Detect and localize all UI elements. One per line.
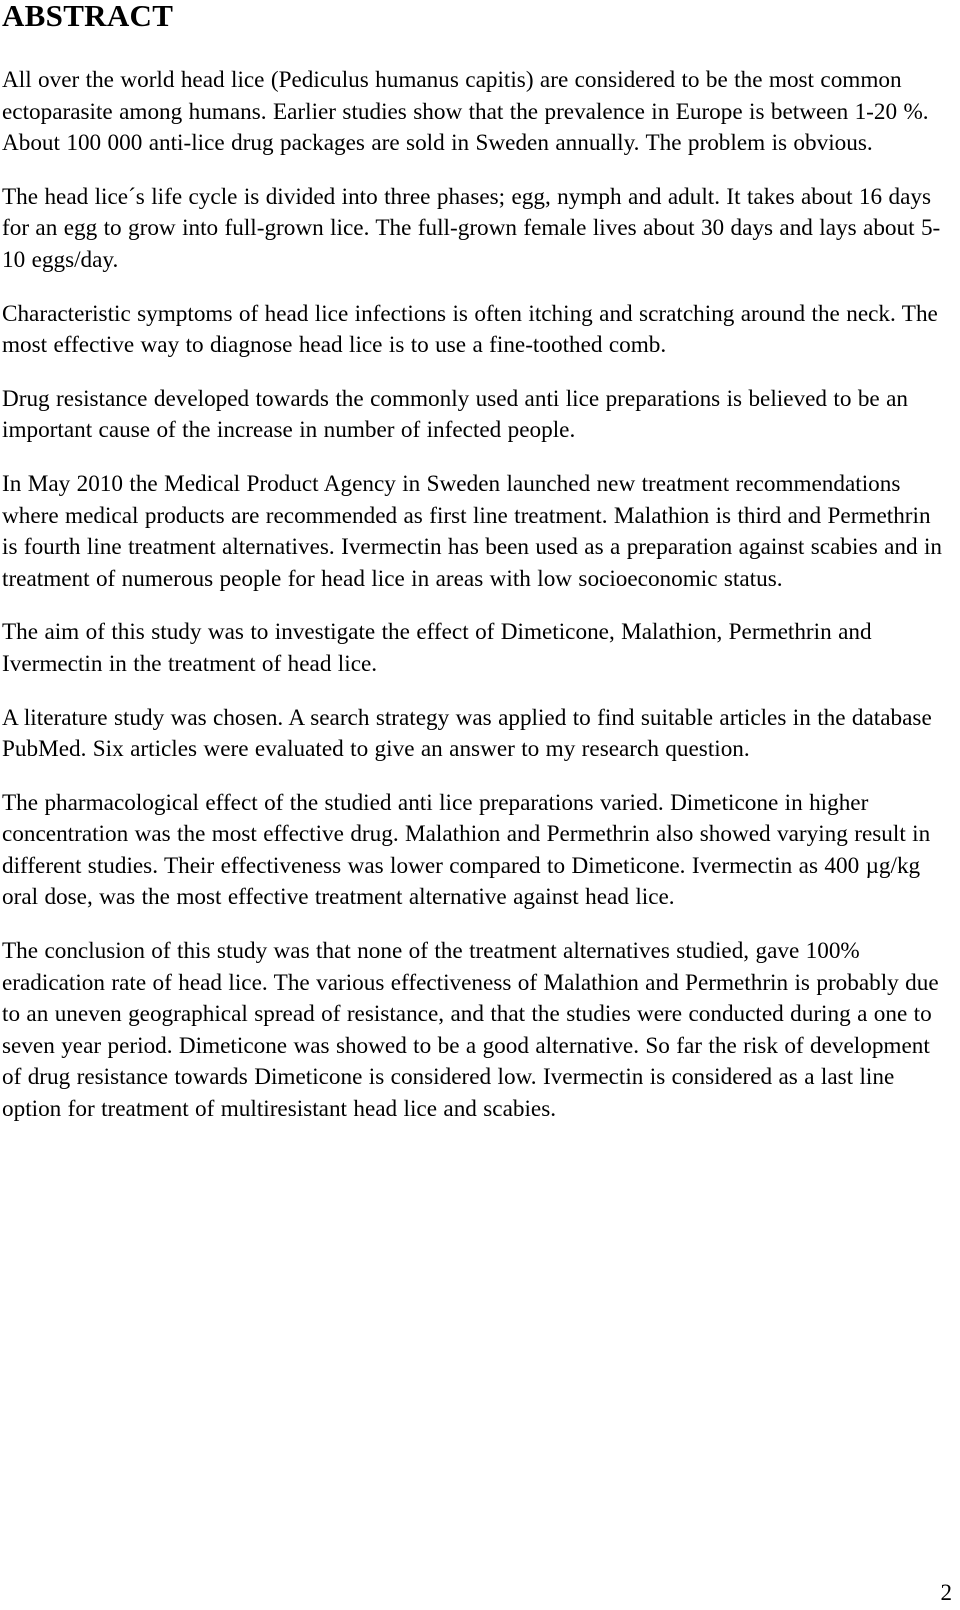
paragraph-drug-resistance: Drug resistance developed towards the commonly used anti lice preparations is believed to be an important cause of the increase in number of infected people. — [2, 385, 908, 444]
abstract-body — [2, 65, 952, 1148]
paragraph-aim: The aim of this study was to investigate the effect of Dimeticone, Malathion, Permethrin and Ivermectin in the treatment of head lice. — [2, 619, 872, 677]
page-number: 2 — [940, 1580, 952, 1605]
paragraph-prevalence: All over the world head lice (Pediculus humanus capitis) are considered to be the most common ectoparasite among humans. Earlier studies show that the prevalence in Europe is between 1-20 %. About 100 000 anti-lice drug packages are sold in Sweden annually. The problem is obvious. — [2, 67, 929, 157]
paragraph-recommendations: In May 2010 the Medical Product Agency in Sweden launched new treatment recommendations where medical products are recommended as first line treatment. Malathion is third and Permethrin is fourth line treatment alternatives. Ivermectin has been used as a preparation against scabies and in treatment of numerous people for head lice in areas with low socioeconomic status. — [2, 470, 943, 592]
page-title: ABSTRACT — [2, 0, 174, 33]
paragraph-method: A literature study was chosen. A search strategy was applied to find suitable articles in the database PubMed. Six articles were evaluated to give an answer to my research question. — [2, 704, 932, 763]
paragraph-symptoms: Characteristic symptoms of head lice infections is often itching and scratching around the neck. The most effective way to diagnose head lice is to use a fine-toothed comb. — [2, 300, 938, 359]
paragraph-life-cycle: The head lice´s life cycle is divided into three phases; egg, nymph and adult. It takes about 16 days for an egg to grow into full-grown lice. The full-grown female lives about 30 days and lays about 5-10 eggs/day. — [2, 183, 941, 273]
paragraph-conclusion: The conclusion of this study was that none of the treatment alternatives studied, gave 100% eradication rate of head lice. The various effectiveness of Malathion and Permethrin is probably due to an uneven geographical spread of resistance, and that the studies were conducted during a one to seven year period. Dimeticone was showed to be a good alternative. So far the risk of development of drug resistance towards Dimeticone is considered low. Ivermectin is considered as a last line option for treatment of multiresistant head lice and scabies. — [2, 938, 939, 1123]
paragraph-results: The pharmacological effect of the studied anti lice preparations varied. Dimeticone in higher concentration was the most effective drug. Malathion and Permethrin also showed varying result in different studies. Their effectiveness was lower compared to Dimeticone. Ivermectin as 400 µg/kg oral dose, was the most effective treatment alternative against head lice. — [2, 789, 931, 911]
